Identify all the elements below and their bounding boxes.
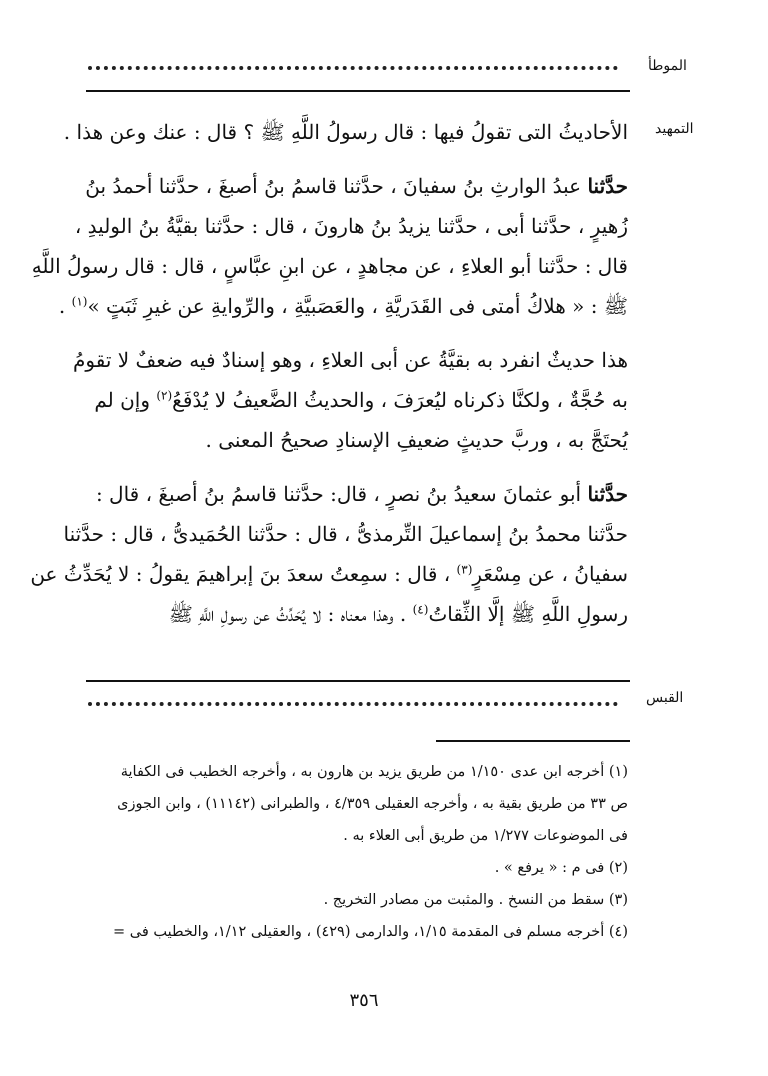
main-line-9: حدَّثنا أبو عثمانَ سعيدُ بنُ نصرٍ ، قال: حدَّثنا قاسمُ بنُ أصبغَ ، قال : bbox=[95, 482, 628, 506]
footnote-1-line-3: فى الموضوعات ١/٢٧٧ من طريق أبى العلاء به . bbox=[343, 828, 628, 844]
haddathana-lead-2: حدَّثنا bbox=[587, 482, 628, 506]
main-line-10: حدَّثنا محمدُ بنُ إسماعيلَ التِّرمذىُّ ، قال : حدَّثنا الحُمَيدىُّ ، قال : حدَّثنا bbox=[63, 522, 628, 546]
footnote-ref-2: (٢) bbox=[156, 388, 173, 403]
haddathana-lead: حدَّثنا bbox=[587, 174, 628, 198]
main-line-4: قال : حدَّثنا أبو العلاءِ ، عن مجاهدٍ ، عن ابنِ عبَّاسٍ ، قال : قال رسولُ اللَّهِ bbox=[31, 254, 628, 278]
qabas-label: القبس bbox=[646, 690, 684, 706]
footnote-1-line-2: ص ٣٣ من طريق بقية به ، وأخرجه العقيلى ٤/٣٥٩ ، والطبرانى (١١١٤٢) ، وابن الجوزى bbox=[117, 796, 628, 812]
main-line-1: الأحاديثُ التى تقولُ فيها : قال رسولُ اللَّهِ ﷺ ؟ قال : عنك وعن هذا . bbox=[63, 120, 628, 144]
header-dotted-line bbox=[88, 66, 618, 70]
page-number: ٣٥٦ bbox=[349, 990, 379, 1011]
main-line-7: به حُجَّةٌ ، ولكنَّا ذكرناه ليُعرَفَ ، والحديثُ الضَّعيفُ لا يُدْفَعُ$^{(٢)}$ وإن لم bbox=[94, 388, 628, 412]
main-line-5: ﷺ : « هلاكُ أمتى فى القَدَريَّةِ ، والعَصَبيَّةِ ، والرِّوايةِ عن غيرِ ثَبَتٍ »$^{(١)}$ . bbox=[58, 294, 628, 318]
main-line-3: زُهيرٍ ، حدَّثنا أبى ، حدَّثنا يزيدُ بنُ هارونَ ، قال : حدَّثنا بقيَّةُ بنُ الوليدِ ، bbox=[74, 214, 628, 238]
main-line-2: حدَّثنا عبدُ الوارثِ بنُ سفيانَ ، حدَّثنا قاسمُ بنُ أصبغَ ، حدَّثنا أحمدُ بنُ bbox=[85, 174, 628, 198]
qabas-dotted-line bbox=[88, 702, 618, 706]
footnote-4: (٤) أخرجه مسلم فى المقدمة ١/١٥، والدارمى (٤٢٩) ، والعقيلى ١/١٢، والخطيب فى = bbox=[113, 924, 628, 940]
main-line-6: هذا حديثٌ انفرد به بقيَّةُ عن أبى العلاءِ ، وهو إسنادٌ فيه ضعفٌ لا تقومُ bbox=[73, 348, 628, 372]
main-line-11: سفيانُ ، عن مِسْعَرٍ$^{(٣)}$ ، قال : سمِعتُ سعدَ بنَ إبراهيمَ يقولُ : لا يُحَدِّثُ عن bbox=[30, 562, 628, 586]
footnote-1-line-1: (١) أخرجه ابن عدى ١/١٥٠ من طريق يزيد بن هارون به ، وأخرجه الخطيب فى الكفاية bbox=[120, 764, 628, 780]
footnote-ref-3: (٣) bbox=[456, 562, 473, 577]
main-line-8: يُحتَجَّ به ، وربَّ حديثٍ ضعيفِ الإسنادِ صحيحُ المعنى . bbox=[205, 428, 628, 452]
main-line-12: رسولِ اللَّهِ ﷺ إلَّا الثِّقاتُ$^{(٤)}$ . وهذا معناه : لا يُحَدِّثُ عن رسولِ اللَّهِ ﷺ bbox=[168, 602, 628, 626]
footnote-separator bbox=[436, 740, 630, 742]
footnote-3: (٣) سقط من النسخ . والمثبت من مصادر التخريج . bbox=[323, 892, 628, 908]
book-title: الموطأ bbox=[648, 58, 687, 74]
qabas-rule bbox=[86, 680, 630, 682]
footnote-ref-4: (٤) bbox=[412, 602, 429, 617]
header-rule bbox=[86, 90, 630, 92]
tamhid-label: التمهيد bbox=[655, 121, 694, 137]
footnote-ref-1: (١) bbox=[71, 294, 88, 309]
footnote-2: (٢) فى م : « يرفع » . bbox=[494, 860, 628, 876]
